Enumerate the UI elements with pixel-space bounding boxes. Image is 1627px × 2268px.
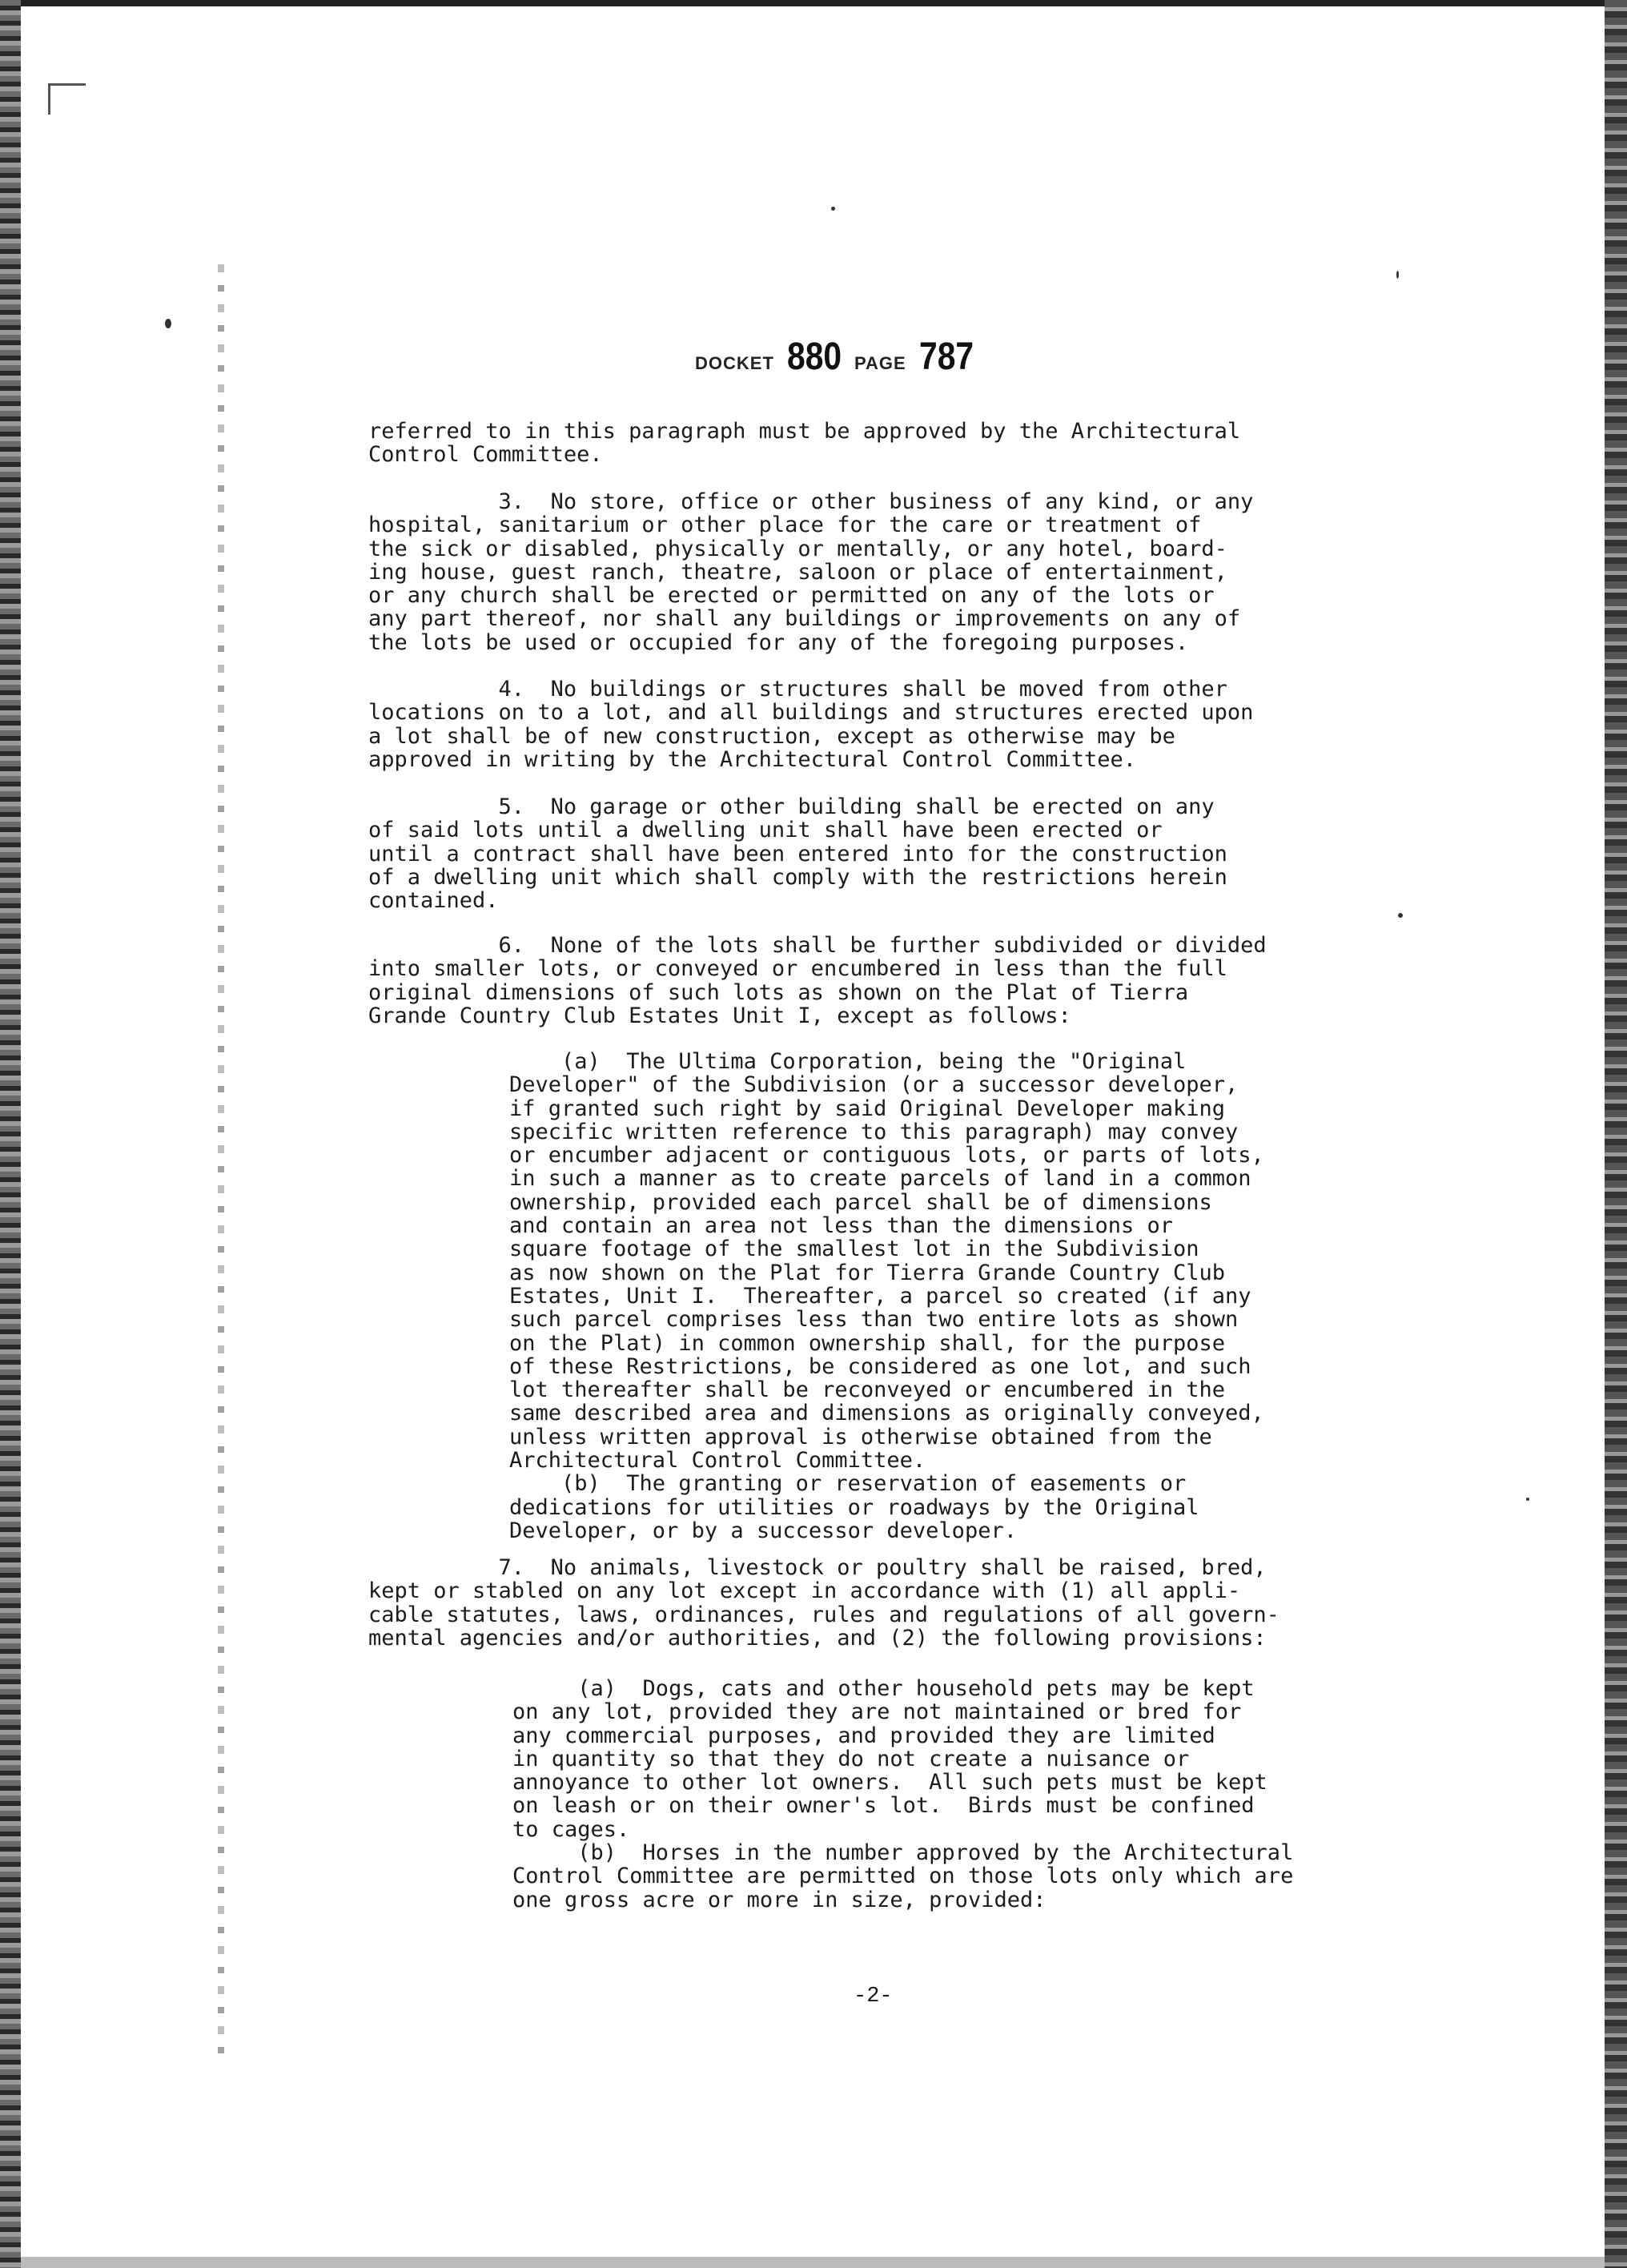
paragraph-6-subsections: (a) The Ultima Corporation, being the "Original Developer" of the Subdivision (or a successor developer, if granted such right by said Original Developer making specific written reference to this paragraph) may convey or encumber adjacent or contiguous lots, or parts of lots, in such a manner as to create parcels of land in a common ownership, provided each parcel shall be of dimensions and contain an area not less than the dimensions or square footage of the smallest lot in the Subdivision as now shown on the Plat for Tierra Grande Country Club Estates, Unit I. Thereafter, a parcel so created (if any such parcel comprises less than two entire lots as shown on the Plat) in common ownership shall, for the purpose of these Restrictions, be considered as one lot, and such lot thereafter shall be reconveyed or encumbered in the same described area and dimensions as originally conveyed, unless written approval is otherwise obtained from the Architectural Control Committee. (b) The granting or reservation of easements or dedications for utilities or roadways by the Original Developer, or by a successor developer. — [509, 1049, 1264, 1543]
paragraph-7: 7. No animals, livestock or poultry shall be raised, bred, kept or stabled on any lot except in accordance with (1) all appli- cable statutes, laws, ordinances, rules and regulations of all govern- mental agencies and/or authorities, and (2) the following provisions: — [368, 1555, 1280, 1651]
scan-speck — [831, 207, 835, 211]
page-label: PAGE — [854, 353, 906, 373]
scan-edge-right — [1605, 0, 1627, 2268]
docket-label: DOCKET — [695, 353, 774, 373]
docket-number: 880 — [786, 336, 842, 378]
docket-header — [695, 335, 978, 383]
paragraph-3: 3. No store, office or other business of any kind, or any hospital, sanitarium or other place for the care or treatment of the sick or disabled, physically or mentally, or any hotel, board- ing house, guest ranch, theatre, saloon or place of entertainment, or any church shall be erected or permitted on any of the lots or any part thereof, nor shall any buildings or improvements on any of the lots be used or occupied for any of the foregoing purposes. — [368, 489, 1254, 655]
paragraph-continuation: referred to in this paragraph must be approved by the Architectural Control Committee. — [368, 419, 1241, 468]
paragraph-6: 6. None of the lots shall be further subdivided or divided into smaller lots, or conveyed or encumbered in less than the full original dimensions of such lots as shown on the Plat of Tierra Grande Country Club Estates Unit I, except as follows: — [368, 933, 1267, 1028]
scan-speck — [1398, 913, 1403, 918]
scan-edge-top — [0, 0, 1627, 6]
scan-speck — [1526, 1498, 1529, 1501]
paragraph-7-subsections: (a) Dogs, cats and other household pets may be kept on any lot, provided they are not maintained or bred for any commercial purposes, and provided they are limited in quantity so that they do not create a nuisance or annoyance to other lot owners. All such pets must be kept on leash or on their owner's lot. Birds must be confined to cages. (b) Horses in the number approved by the Architectural Control Committee are permitted on those lots only which are one gross acre or more in size, provided: — [512, 1676, 1294, 1912]
paragraph-5: 5. No garage or other building shall be erected on any of said lots until a dwelling unit shall have been erected or until a contract shall have been entered into for the construction of a dwelling unit which shall comply with the restrictions herein contained. — [368, 794, 1227, 914]
page-number-header: 787 — [918, 336, 974, 378]
paragraph-4: 4. No buildings or structures shall be moved from other locations on to a lot, and all buildings and structures erected upon a lot shall be of new construction, except as otherwise may be approved in writing by the Architectural Control Committee. — [368, 677, 1254, 772]
page-number-footer: -2- — [854, 1984, 893, 2009]
scan-speck — [165, 319, 171, 328]
scan-edge-bottom — [0, 2257, 1627, 2268]
corner-mark — [48, 83, 86, 115]
binding-shadow — [218, 264, 224, 2058]
scan-speck — [1396, 271, 1399, 279]
scan-edge-left — [0, 0, 21, 2268]
